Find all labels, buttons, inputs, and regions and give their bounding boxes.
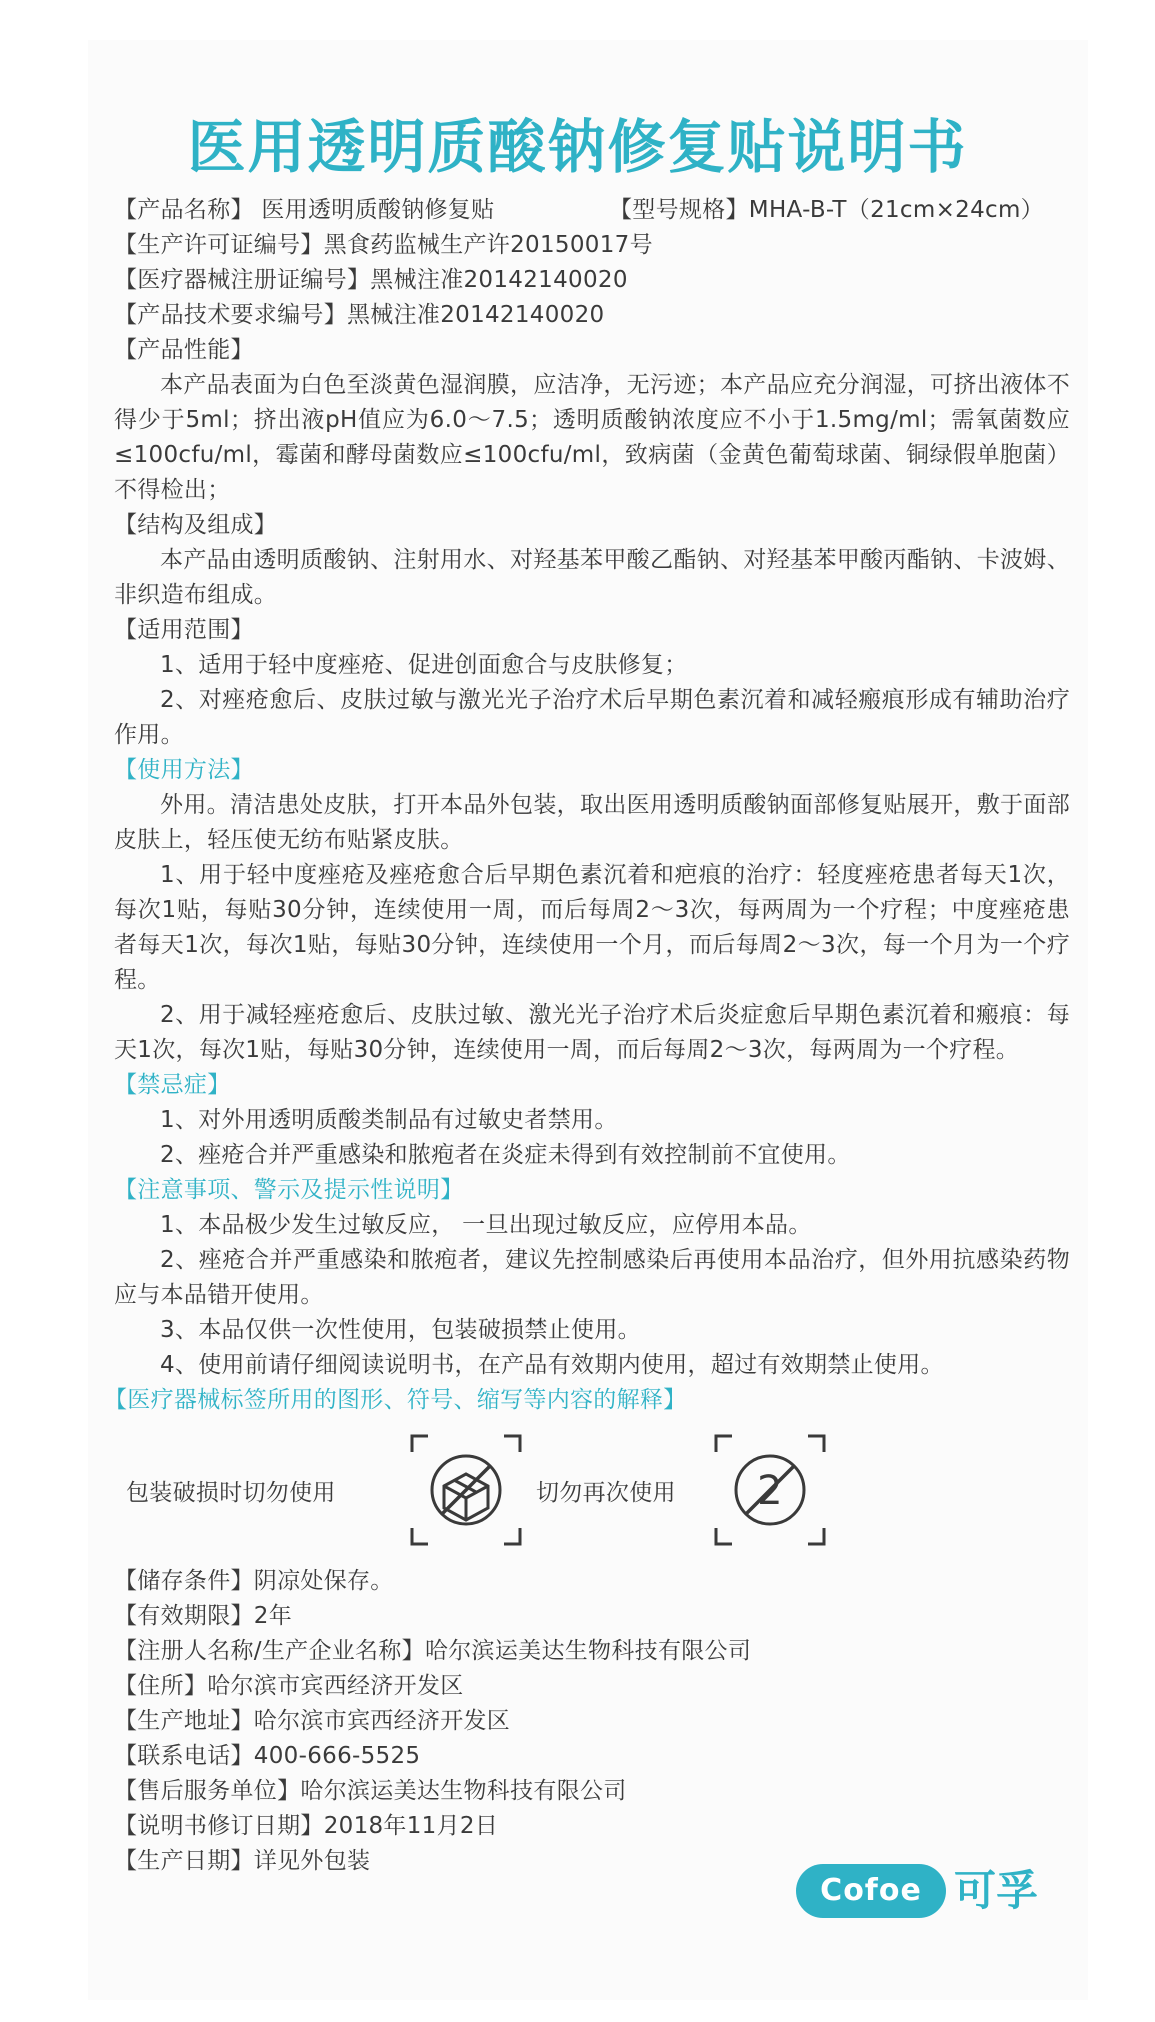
product-name: 【产品名称】 医用透明质酸钠修复贴	[114, 197, 495, 223]
cofoe-logo	[796, 1860, 1046, 1922]
warning-item-2: 2、痤疮合并严重感染和脓疱者，建议先控制感染后再使用本品治疗，但外用抗感染药物应与本品错开使用。	[114, 1247, 1070, 1308]
symbols-legend	[114, 1430, 1070, 1560]
contact-phone: 【联系电话】400-666-5525	[114, 1743, 421, 1769]
model-spec: 【型号规格】MHA-B-T（21cm×24cm）	[609, 197, 1044, 223]
document-body	[104, 193, 1070, 1879]
production-license: 【生产许可证编号】黑食药监械生产许20150017号	[114, 232, 653, 258]
revision-date: 【说明书修订日期】2018年11月2日	[114, 1813, 499, 1839]
registration-number: 【医疗器械注册证编号】黑械注准20142140020	[114, 267, 628, 293]
composition-text: 本产品由透明质酸钠、注射用水、对羟基苯甲酸乙酯钠、对羟基苯甲酸丙酯钠、卡波姆、非织造布组成。	[114, 547, 1070, 608]
after-sales-unit: 【售后服务单位】哈尔滨运美达生物科技有限公司	[114, 1778, 627, 1804]
do-not-reuse-icon	[714, 1434, 826, 1546]
damaged-package-label: 包装破损时切勿使用	[126, 1480, 336, 1506]
usage-heading: 【使用方法】	[114, 757, 254, 783]
production-date: 【生产日期】详见外包装	[114, 1848, 371, 1874]
logo-chinese: 可孚	[954, 1866, 1039, 1915]
scope-item-2: 2、对痤疮愈后、皮肤过敏与激光光子治疗术后早期色素沉着和减轻瘢痕形成有辅助治疗作用。	[114, 687, 1070, 748]
contraindication-item-1: 1、对外用透明质酸类制品有过敏史者禁用。	[160, 1107, 618, 1133]
performance-text: 本产品表面为白色至淡黄色湿润膜，应洁净，无污迹；本产品应充分润湿，可挤出液体不得少于5ml；挤出液pH值应为6.0～7.5；透明质酸钠浓度应不小于1.5mg/ml；需氧菌数应≤100cfu/ml，霉菌和酵母菌数应≤100cfu/ml，致病菌（金黄色葡萄球菌、铜绿假单胞菌）不得检出；	[114, 372, 1070, 503]
logo-english: Cofoe	[796, 1864, 946, 1918]
composition-heading: 【结构及组成】	[114, 512, 278, 538]
contraindication-item-2: 2、痤疮合并严重感染和脓疱者在炎症未得到有效控制前不宜使用。	[160, 1142, 851, 1168]
warning-item-4: 4、使用前请仔细阅读说明书，在产品有效期内使用，超过有效期禁止使用。	[160, 1352, 944, 1378]
do-not-reuse-label: 切勿再次使用	[536, 1480, 676, 1506]
product-name-row	[114, 193, 1070, 228]
scope-heading: 【适用范围】	[114, 617, 254, 643]
registrant-name: 【注册人名称/生产企业名称】哈尔滨运美达生物科技有限公司	[114, 1638, 752, 1664]
reuse-symbol-digit: 2	[757, 1468, 783, 1514]
damaged-package-icon	[410, 1434, 522, 1546]
warnings-heading: 【注意事项、警示及提示性说明】	[114, 1177, 464, 1203]
shelf-life: 【有效期限】2年	[114, 1603, 293, 1629]
usage-intro: 外用。清洁患处皮肤，打开本品外包装，取出医用透明质酸钠面部修复贴展开，敷于面部皮肤上，轻压使无纺布贴紧皮肤。	[114, 792, 1070, 853]
production-address: 【生产地址】哈尔滨市宾西经济开发区	[114, 1708, 511, 1734]
document-title: 医用透明质酸钠修复贴说明书	[187, 113, 968, 181]
residence-address: 【住所】哈尔滨市宾西经济开发区	[114, 1673, 464, 1699]
tech-requirement-number: 【产品技术要求编号】黑械注准20142140020	[114, 302, 605, 328]
usage-item-2: 2、用于减轻痤疮愈后、皮肤过敏、激光光子治疗术后炎症愈后早期色素沉着和瘢痕：每天1次，每次1贴，每贴30分钟，连续使用一周，而后每周2～3次，每两周为一个疗程。	[114, 1002, 1070, 1063]
scope-item-1: 1、适用于轻中度痤疮、促进创面愈合与皮肤修复；	[160, 652, 688, 678]
storage-conditions: 【储存条件】阴凉处保存。	[114, 1568, 394, 1594]
usage-item-1: 1、用于轻中度痤疮及痤疮愈合后早期色素沉着和疤痕的治疗：轻度痤疮患者每天1次，每次1贴，每贴30分钟，连续使用一周，而后每周2～3次，每两周为一个疗程；中度痤疮患者每天1次，每次1贴，每贴30分钟，连续使用一个月，而后每周2～3次，每一个月为一个疗程。	[114, 862, 1070, 993]
warning-item-3: 3、本品仅供一次性使用，包装破损禁止使用。	[160, 1317, 641, 1343]
symbols-heading: 【医疗器械标签所用的图形、符号、缩写等内容的解释】	[104, 1387, 687, 1413]
performance-heading: 【产品性能】	[114, 337, 254, 363]
warning-item-1: 1、本品极少发生过敏反应， 一旦出现过敏反应，应停用本品。	[160, 1212, 812, 1238]
contraindications-heading: 【禁忌症】	[114, 1072, 231, 1098]
